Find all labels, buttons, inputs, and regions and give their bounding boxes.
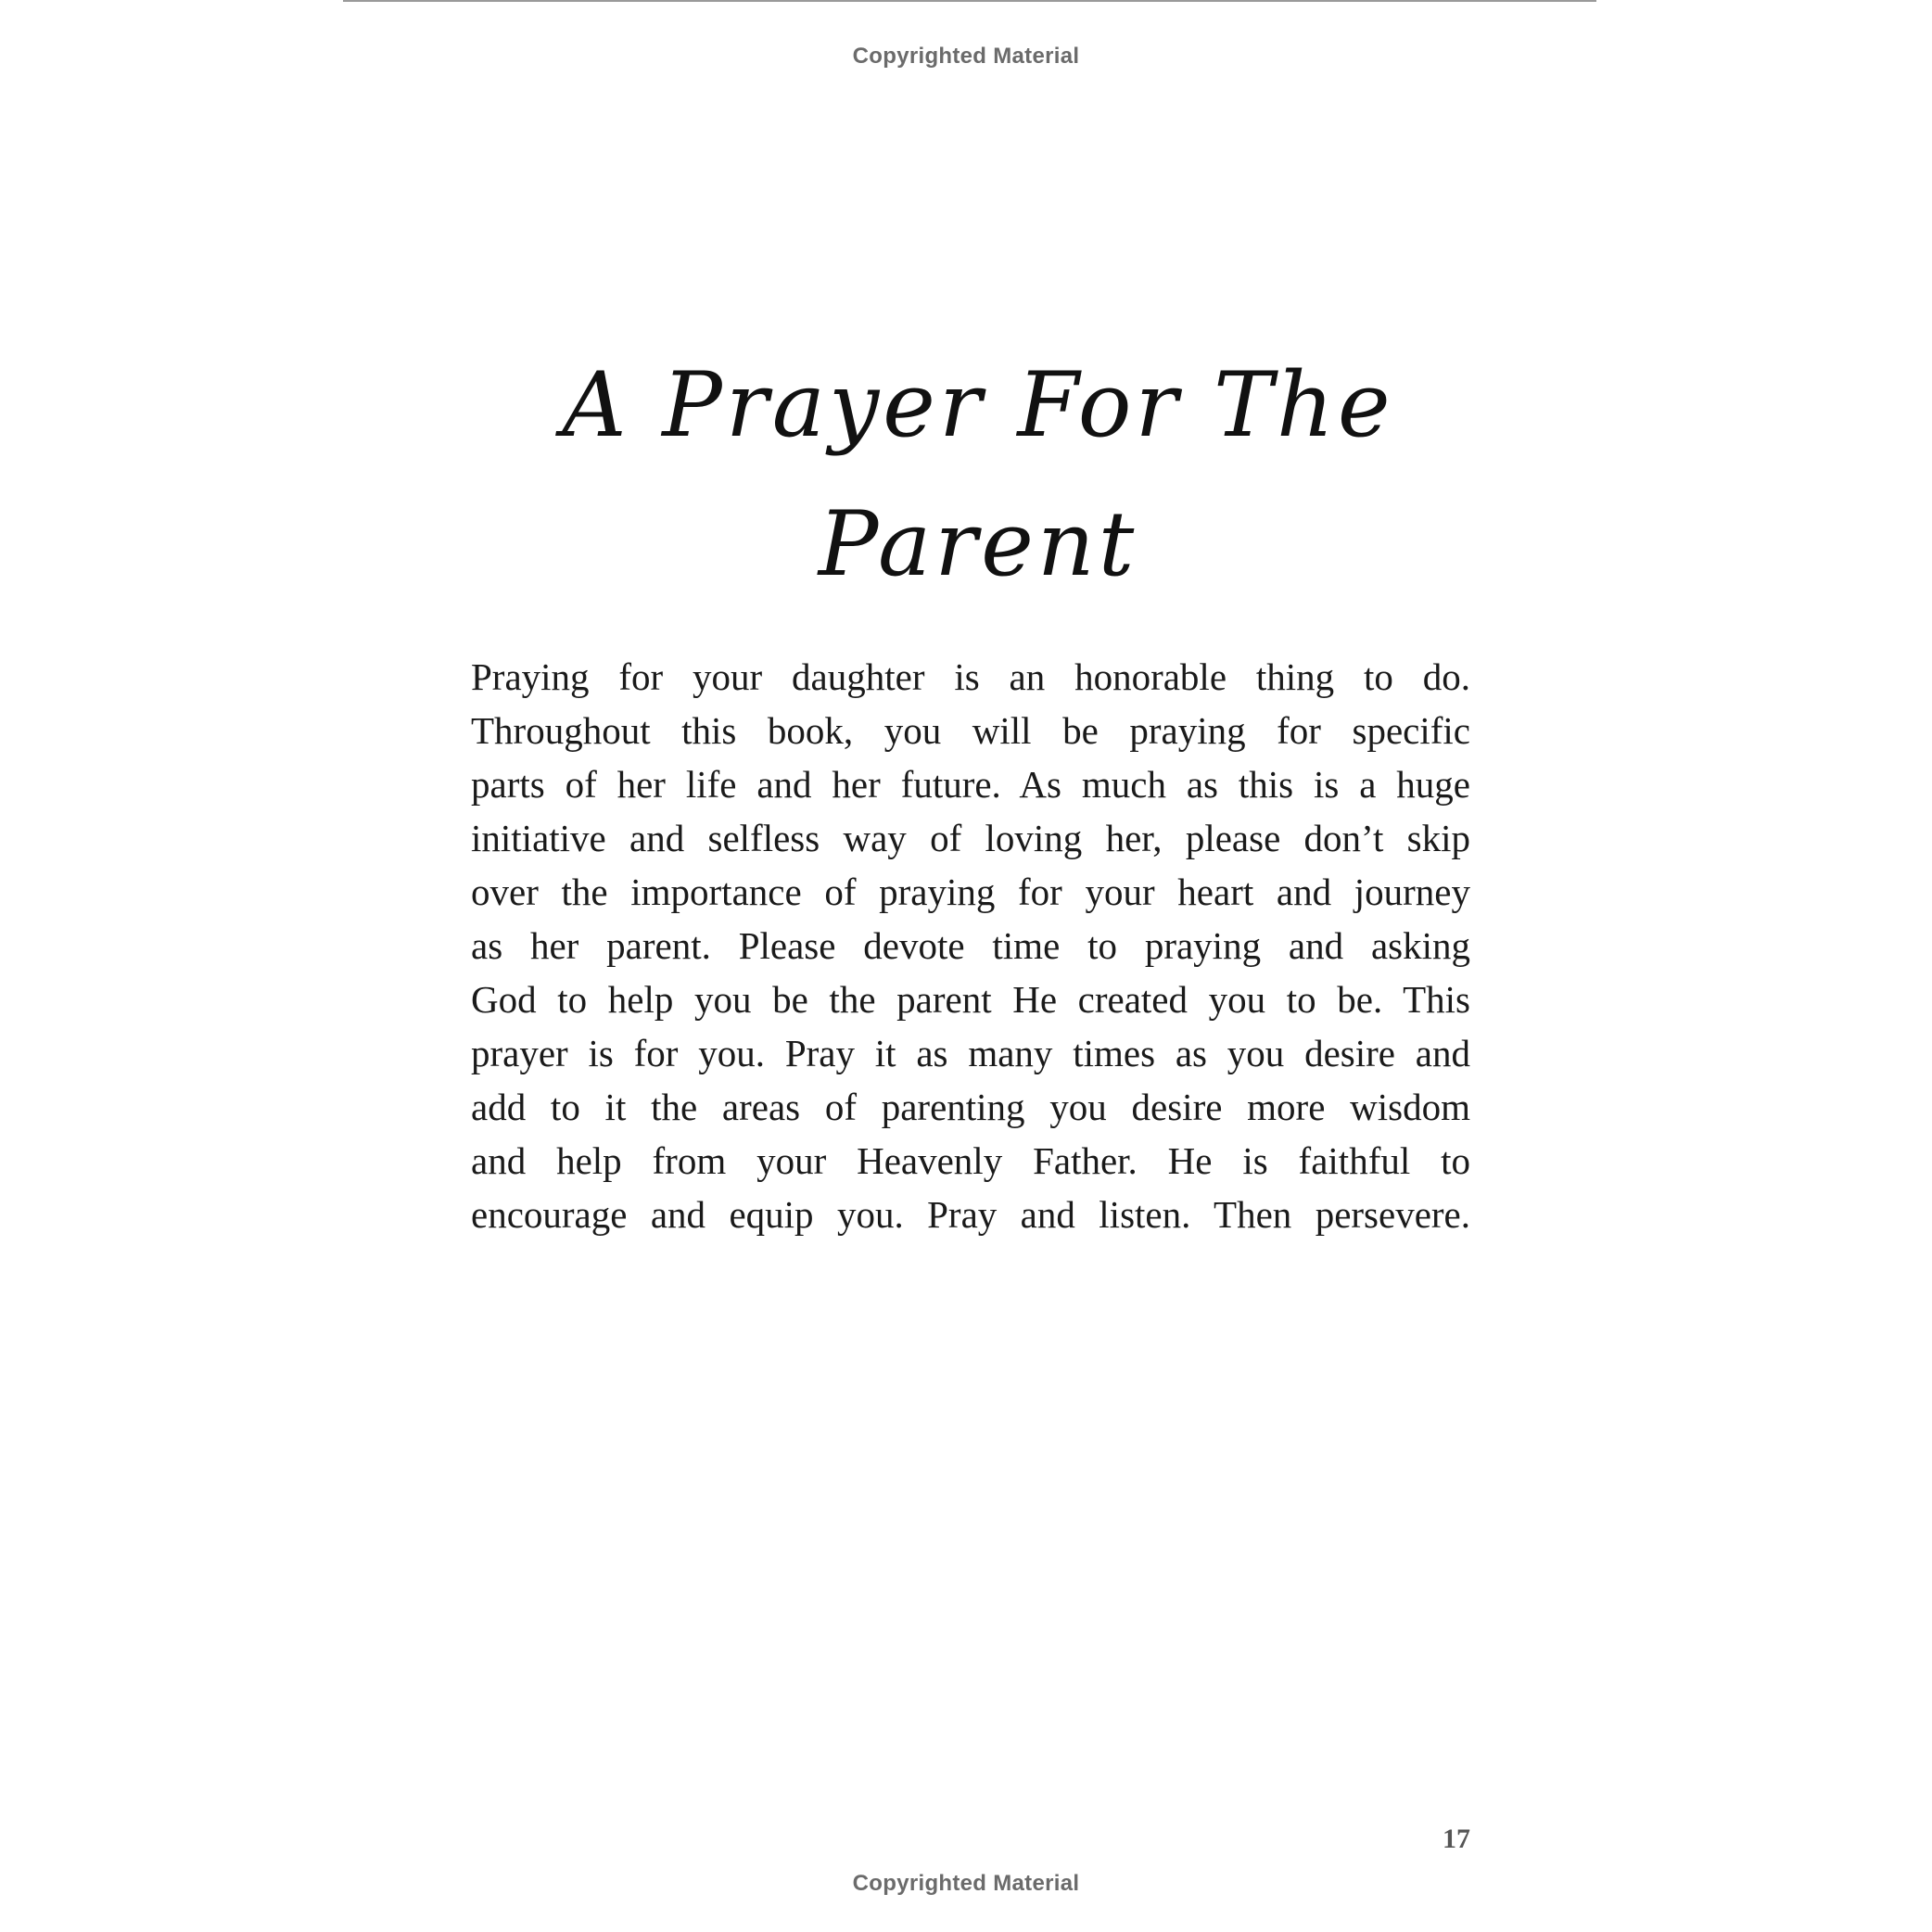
body-line: over the importance of praying for your heart and journey	[471, 871, 1470, 913]
body-line: as her parent. Please devote time to praying and asking	[471, 924, 1470, 967]
body-line: God to help you be the parent He created you to be. This	[471, 978, 1470, 1021]
body-paragraph	[471, 650, 1470, 1241]
page-number: 17	[1443, 1824, 1470, 1854]
body-line: add to it the areas of parenting you desire more wisdom	[471, 1086, 1470, 1128]
top-border-line	[343, 0, 1596, 2]
body-line: Throughout this book, you will be praying for specific	[471, 709, 1470, 752]
copyright-watermark-top: Copyrighted Material	[852, 44, 1080, 69]
body-line: parts of her life and her future. As much as this is a huge	[471, 763, 1470, 806]
body-line: Praying for your daughter is an honorable thing to do.	[471, 655, 1470, 698]
body-line: initiative and selfless way of loving her, please don’t skip	[471, 817, 1470, 859]
copyright-watermark-bottom: Copyrighted Material	[852, 1871, 1080, 1896]
page-title: A Prayer For The Parent	[562, 353, 1394, 597]
body-line: encourage and equip you. Pray and listen. Then persevere.	[471, 1193, 1470, 1236]
body-line: and help from your Heavenly Father. He is faithful to	[471, 1139, 1470, 1182]
body-line: prayer is for you. Pray it as many times as you desire and	[471, 1032, 1470, 1074]
